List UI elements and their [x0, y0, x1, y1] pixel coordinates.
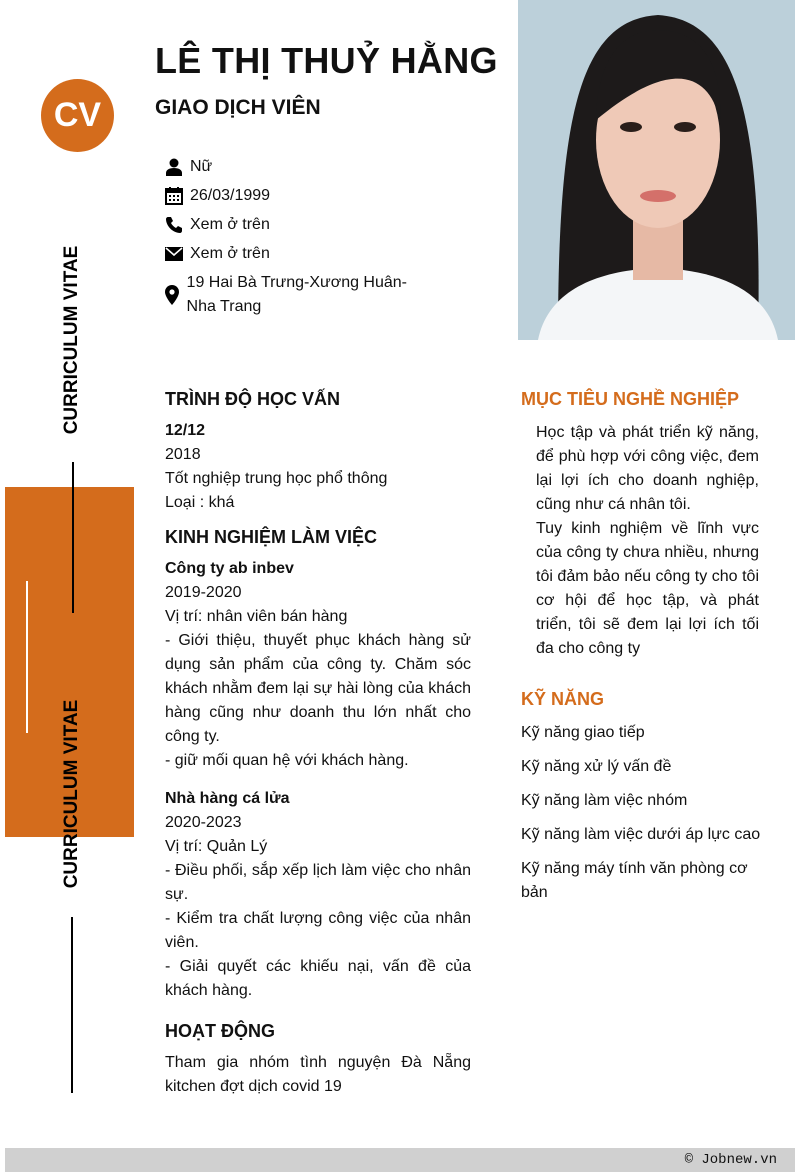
profile-photo [518, 0, 795, 340]
gender: Nữ [190, 158, 213, 175]
education-grade: Loại : khá [165, 494, 235, 511]
divider-line [71, 917, 73, 1093]
job-company: Công ty ab inbev [165, 560, 294, 577]
candidate-position: GIAO DỊCH VIÊN [155, 96, 321, 119]
job-role: Vị trí: Quản Lý [165, 838, 268, 855]
job-duty: - Giới thiệu, thuyết phục khách hàng sử dụng sản phẩm của công ty. Chăm sóc khách nhằm đem lại sự hài lòng của khách hàng cũng như doanh thu lớn nhất cho công ty. [165, 632, 471, 745]
calendar-icon [165, 184, 183, 208]
job-company: Nhà hàng cá lửa [165, 790, 290, 807]
address-row [165, 271, 425, 319]
education-heading: TRÌNH ĐỘ HỌC VẤN [165, 389, 340, 409]
job-period: 2020-2023 [165, 814, 242, 831]
experience-heading: KINH NGHIỆM LÀM VIỆC [165, 527, 378, 547]
skill-item: Kỹ năng xử lý vấn đề [521, 758, 672, 775]
phone: Xem ở trên [190, 216, 270, 233]
skill-item: Kỹ năng giao tiếp [521, 724, 645, 741]
envelope-icon [165, 242, 183, 266]
email-row [165, 242, 270, 266]
job-duty: - Giải quyết các khiếu nại, vấn đề của khách hàng. [165, 958, 471, 999]
footer-credit: © Jobnew.vn [5, 1148, 795, 1172]
person-icon [165, 155, 183, 179]
left-column [165, 387, 471, 1099]
birthday: 26/03/1999 [190, 187, 271, 204]
objective-heading: MỤC TIÊU NGHỀ NGHIỆP [521, 389, 740, 409]
candidate-name: LÊ THỊ THUỶ HẰNG [155, 40, 498, 81]
activities-heading: HOẠT ĐỘNG [165, 1021, 275, 1041]
objective-paragraph: Học tập và phát triển kỹ năng, để phù hợp với công việc, đem lại lợi ích cho doanh nghiệp, cũng như cá nhân tôi. [536, 424, 759, 513]
email: Xem ở trên [190, 245, 270, 262]
birthday-row [165, 184, 270, 208]
education-level: 12/12 [165, 422, 206, 439]
side-label-top: CURRICULUM VITAE [61, 245, 82, 435]
gender-row [165, 155, 212, 179]
phone-icon [165, 213, 183, 237]
education-year: 2018 [165, 446, 201, 463]
skill-item: Kỹ năng làm việc nhóm [521, 792, 688, 809]
cv-logo: CV [41, 79, 114, 152]
job-duty: - giữ mối quan hệ với khách hàng. [165, 752, 409, 769]
phone-row [165, 213, 270, 237]
address: 19 Hai Bà Trưng-Xương Huân-Nha Trang [186, 274, 408, 315]
job-duty: - Điều phối, sắp xếp lịch làm việc cho nhân sự. [165, 862, 471, 903]
education-desc: Tốt nghiệp trung học phổ thông [165, 470, 388, 487]
job-entry [165, 557, 471, 773]
skill-item: Kỹ năng máy tính văn phòng cơ bản [521, 860, 748, 901]
right-column [521, 387, 761, 915]
divider-line [72, 462, 74, 613]
skills-heading: KỸ NĂNG [521, 689, 605, 709]
skill-item: Kỹ năng làm việc dưới áp lực cao [521, 826, 761, 843]
job-entry [165, 787, 471, 1003]
job-role: Vị trí: nhân viên bán hàng [165, 608, 348, 625]
white-line [26, 581, 28, 733]
objective-paragraph: Tuy kinh nghiệm về lĩnh vực của công ty chưa nhiều, nhưng tôi đảm bảo nếu công ty cho tôi cơ hội để học tập, và phát triển, tôi sẽ đem lại lợi ích tối đa cho công ty [536, 520, 759, 657]
map-pin-icon [165, 271, 180, 319]
job-period: 2019-2020 [165, 584, 242, 601]
activities-text: Tham gia nhóm tình nguyện Đà Nẵng kitchen đợt dịch covid 19 [165, 1054, 471, 1095]
side-label-bottom: CURRICULUM VITAE [61, 699, 82, 889]
job-duty: - Kiểm tra chất lượng công việc của nhân viên. [165, 910, 471, 951]
